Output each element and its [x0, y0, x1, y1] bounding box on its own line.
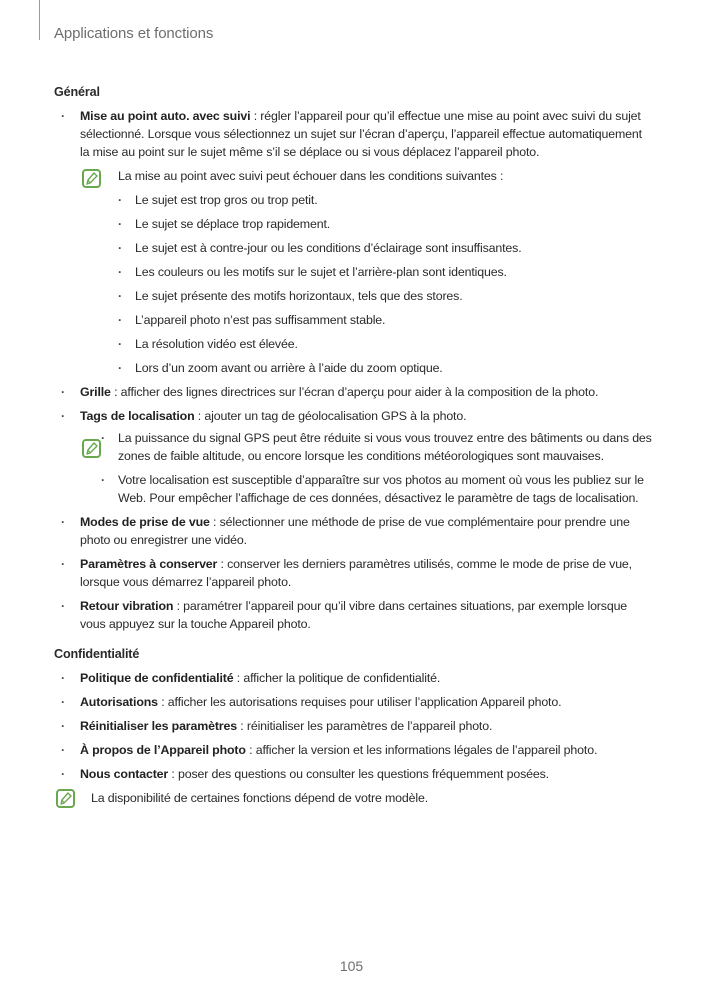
note-bullet: · Le sujet présente des motifs horizontaux, tels que des stores.: [118, 287, 654, 305]
item-term: Grille: [80, 385, 111, 399]
note-pencil-icon: [82, 169, 101, 188]
section-title-privacy: Confidentialité: [54, 647, 140, 661]
page-content: [54, 83, 654, 813]
item-desc: : régler l’appareil pour qu’il effectue une mise au point avec suivi du sujet sélectionné. Lorsque vous sélectionnez un sujet sur l’écran d’aperçu, l’appareil effectue automatiquement la mise au point sur le sujet même s’il se déplace ou si vous déplacez l’appareil photo.: [80, 109, 642, 159]
note-bullet: · Lors d’un zoom avant ou arrière à l’aide du zoom optique.: [118, 359, 654, 377]
item-term: Tags de localisation: [80, 409, 195, 423]
section-title-general: Général: [54, 85, 100, 99]
note-bullet: · L’appareil photo n’est pas suffisamment stable.: [118, 311, 654, 329]
list-item: [54, 555, 654, 591]
item-term: Retour vibration: [80, 599, 174, 613]
note-block-availability: [54, 789, 654, 807]
note-text: La mise au point avec suivi peut échouer dans les conditions suivantes :: [118, 169, 504, 183]
item-term: Politique de confidentialité: [80, 671, 234, 685]
note-block-gps: [54, 429, 654, 507]
item-term: Paramètres à conserver: [80, 557, 218, 571]
item-desc: : afficher la politique de confidentialité.: [233, 671, 441, 685]
list-item: [54, 383, 654, 401]
item-desc: : poser des questions ou consulter les questions fréquemment posées.: [168, 767, 549, 781]
note-bullet: · Le sujet est trop gros ou trop petit.: [118, 191, 654, 209]
note-bullet: · Le sujet est à contre-jour ou les conditions d’éclairage sont insuffisantes.: [118, 239, 654, 257]
privacy-list: [54, 669, 654, 783]
item-desc: : sélectionner une méthode de prise de vue complémentaire pour prendre une photo ou enregistrer une vidéo.: [80, 515, 630, 547]
item-desc: : paramétrer l’appareil pour qu’il vibre dans certaines situations, par exemple lorsque vous appuyez sur la touche Appareil photo.: [80, 599, 628, 631]
list-item: [54, 669, 654, 687]
note-text: La disponibilité de certaines fonctions dépend de votre modèle.: [91, 791, 429, 805]
note-bullet: · Les couleurs ou les motifs sur le sujet et l’arrière-plan sont identiques.: [118, 263, 654, 281]
item-desc: : afficher la version et les informations légales de l’appareil photo.: [245, 743, 598, 757]
item-term: Réinitialiser les paramètres: [80, 719, 237, 733]
item-desc: : ajouter un tag de géolocalisation GPS à la photo.: [194, 409, 467, 423]
item-term: Autorisations: [80, 695, 158, 709]
note-pencil-icon: [56, 789, 75, 808]
page-number: 105: [339, 958, 364, 974]
item-term: À propos de l’Appareil photo: [80, 743, 246, 757]
list-item: [54, 407, 654, 425]
item-desc: : conserver les derniers paramètres utilisés, comme le mode de prise de vue, lorsque vous démarrez l’appareil photo.: [80, 557, 632, 589]
list-item: [54, 107, 654, 161]
item-term: Modes de prise de vue: [80, 515, 210, 529]
note-bullet: · Le sujet se déplace trop rapidement.: [118, 215, 654, 233]
note-bullet: · La résolution vidéo est élevée.: [118, 335, 654, 353]
item-desc: : afficher les autorisations requises pour utiliser l’application Appareil photo.: [157, 695, 562, 709]
list-item: [54, 513, 654, 549]
general-list-3: [54, 513, 654, 633]
note-bullet: · La puissance du signal GPS peut être réduite si vous vous trouvez entre des bâtiments ou dans des zones de faible altitude, ou encore lorsque les conditions météorologiques sont mauvaises.: [101, 429, 654, 465]
item-term: Mise au point auto. avec suivi: [80, 109, 251, 123]
list-item: [54, 741, 654, 759]
note-bullets: [101, 429, 654, 507]
list-item: [54, 717, 654, 735]
item-term: Nous contacter: [80, 767, 169, 781]
note-block-tracking-af: [54, 167, 654, 377]
general-list-2: [54, 383, 654, 425]
margin-rule: [39, 0, 40, 40]
list-item: [54, 693, 654, 711]
item-desc: : afficher des lignes directrices sur l’écran d’aperçu pour aider à la composition de la photo.: [110, 385, 599, 399]
item-desc: : réinitialiser les paramètres de l’appareil photo.: [236, 719, 493, 733]
note-pencil-icon: [82, 439, 101, 458]
note-bullet: · Votre localisation est susceptible d’apparaître sur vos photos au moment où vous les publiez sur le Web. Pour empêcher l’affichage de ces données, désactivez le paramètre de tags de localisation.: [101, 471, 654, 507]
note-bullets: [118, 191, 654, 377]
running-header: Applications et fonctions: [54, 25, 214, 42]
list-item: [54, 597, 654, 633]
general-list: [54, 107, 654, 161]
list-item: [54, 765, 654, 783]
